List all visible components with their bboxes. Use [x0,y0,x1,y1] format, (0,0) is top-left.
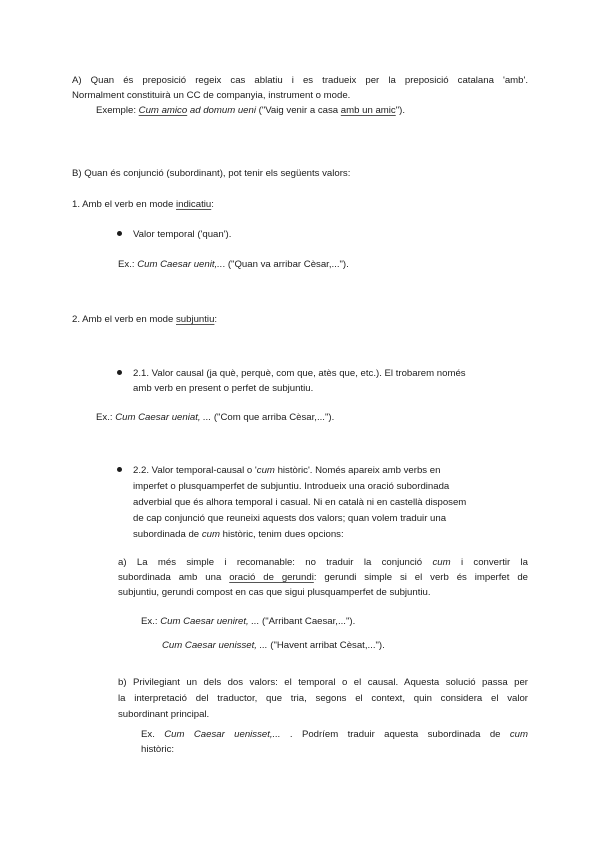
option-a-example-2: Cum Caesar uenisset, ... ("Havent arribat Cèsat,..."). [162,640,385,651]
underlined-translation: amb un amic [340,105,396,116]
causal-bullet: 2.1. Valor causal (ja què, perquè, com que, atès que, etc.). El trobarem només amb verb en present o perfet de subjuntiu. [133,368,466,394]
temporal-example: Ex.: Cum Caesar uenit,... ("Quan va arribar Cèsar,..."). [118,259,349,270]
section-a-example: Exemple: Cum amico ad domum ueni ("Vaig venir a casa amb un amic"). [96,105,405,116]
section-b-intro: B) Quan és conjunció (subordinant), pot tenir els següents valors: [72,168,351,179]
bullet-icon [117,467,122,472]
option-b-example: Ex. Cum Caesar uenisset,... . Podríem traduir aquesta subordinada de cum històric: [141,729,528,755]
option-a-example-1: Ex.: Cum Caesar ueniret, ... ("Arribant Caesar,..."). [141,616,356,627]
latin-phrase: Cum amico [138,105,188,116]
bullet-icon [117,231,122,236]
causal-example: Ex.: Cum Caesar ueniat, ... ("Com que arriba Cèsar,..."). [96,412,335,423]
option-b: b) Privilegiant un dels dos valors: el temporal o el causal. Aquesta solució passa per la interpretació del traductor, que tria, segons el context, quin considera el valor subordinant principal. [118,677,528,720]
mode-subjuntiu-heading: 2. Amb el verb en mode subjuntiu: [72,314,218,325]
section-a-line-1: A) Quan és preposició regeix cas ablatiu i es tradueix per la preposició catalana 'amb'. [72,75,528,86]
temporal-bullet: Valor temporal ('quan'). [133,229,232,240]
option-a: a) La més simple i recomanable: no traduir la conjunció cum i convertir la subordinada amb una oració de gerundi: gerundi simple si el verb és imperfet de subjuntiu, gerundi compost en cas que sigui plusquamperfet de subjuntiu. [118,557,528,598]
cum-historic-bullet: 2.2. Valor temporal-causal o 'cum històric'. Només apareix amb verbs en imperfet o plusquamperfet de subjuntiu. Introdueix una oració subordinada adverbial que és alhora temporal i casual. Ni en català ni en castellà disposem de cap conjunció que reuneixi aquests dos valors; quan volem traduir una subordinada de cum històric, tenim dues opcions: [133,465,467,540]
mode-indicatiu-heading: 1. Amb el verb en mode indicatiu: [72,199,214,210]
bullet-icon [117,370,122,375]
section-a-line-2: Normalment constituirà un CC de companyia, instrument o mode. [72,90,351,101]
